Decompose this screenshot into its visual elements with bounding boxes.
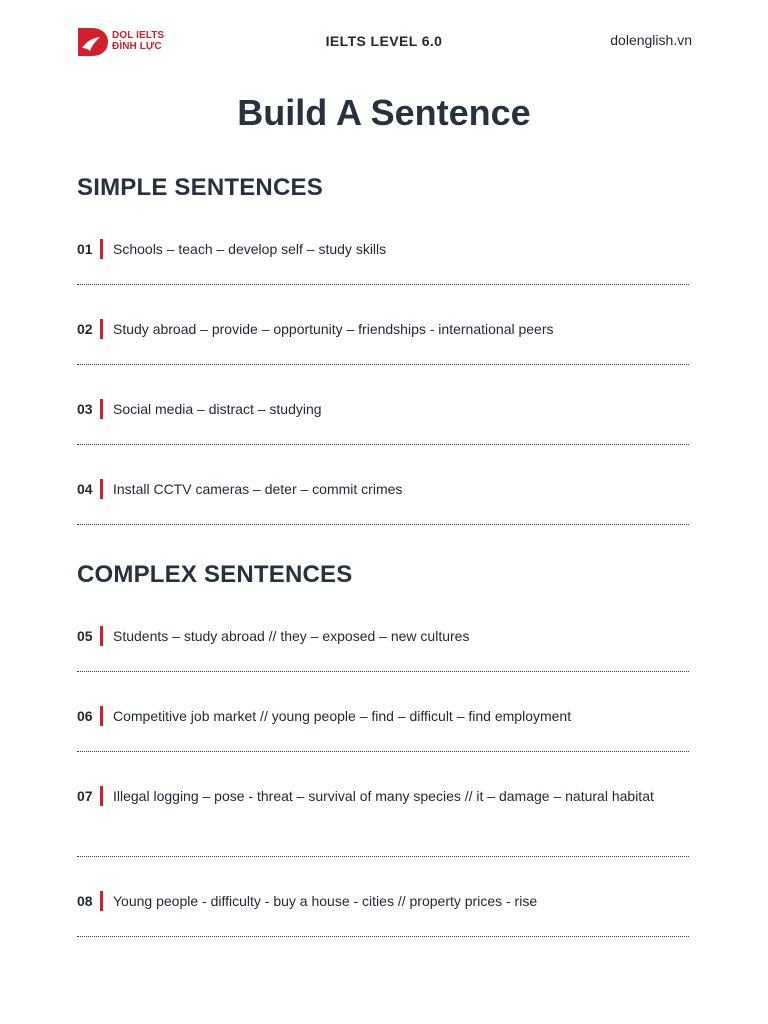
item-number: 03: [77, 401, 93, 417]
item-prompt: Schools – teach – develop self – study skills: [113, 241, 387, 257]
item-number: 05: [77, 628, 93, 644]
exercise-item: [77, 704, 689, 728]
item-number: 06: [77, 708, 93, 724]
item-number: 01: [77, 241, 93, 257]
accent-bar: [100, 479, 103, 499]
logo-line-2: ĐÌNH LỰC: [112, 41, 162, 52]
page-header: [0, 0, 768, 80]
item-prompt: Social media – distract – studying: [113, 401, 322, 417]
item-prompt: Study abroad – provide – opportunity – friendships - international peers: [113, 321, 554, 337]
answer-line[interactable]: [77, 936, 689, 937]
answer-line[interactable]: [77, 751, 689, 752]
item-number: 02: [77, 321, 93, 337]
answer-line[interactable]: [77, 524, 689, 525]
accent-bar: [100, 786, 103, 806]
accent-bar: [100, 399, 103, 419]
accent-bar: [100, 706, 103, 726]
answer-line[interactable]: [77, 364, 689, 365]
item-prompt: Young people - difficulty - buy a house - cities // property prices - rise: [113, 893, 538, 909]
section-heading-complex: COMPLEX SENTENCES: [77, 561, 353, 588]
item-prompt: Illegal logging – pose - threat – survival of many species // it – damage – natural habitat: [113, 788, 654, 804]
exercise-item: [77, 624, 689, 648]
answer-line[interactable]: [77, 671, 689, 672]
site-url: dolenglish.vn: [610, 32, 692, 48]
exercise-item: [77, 237, 689, 261]
item-prompt: Students – study abroad // they – exposed – new cultures: [113, 628, 470, 644]
item-number: 07: [77, 788, 93, 804]
accent-bar: [100, 891, 103, 911]
answer-line[interactable]: [77, 444, 689, 445]
answer-line[interactable]: [77, 856, 689, 857]
accent-bar: [100, 319, 103, 339]
logo-line-1: DOL IELTS: [112, 30, 165, 41]
exercise-item: [77, 889, 689, 913]
item-prompt: Install CCTV cameras – deter – commit crimes: [113, 481, 403, 497]
accent-bar: [100, 239, 103, 259]
accent-bar: [100, 626, 103, 646]
level-label: IELTS LEVEL 6.0: [325, 33, 443, 49]
answer-line[interactable]: [77, 284, 689, 285]
exercise-item: [77, 397, 689, 421]
item-prompt: Competitive job market // young people – find – difficult – find employment: [113, 708, 572, 724]
exercise-item: [77, 784, 689, 808]
section-heading-simple: SIMPLE SENTENCES: [77, 174, 323, 201]
item-number: 04: [77, 481, 93, 497]
exercise-item: [77, 477, 689, 501]
exercise-item: [77, 317, 689, 341]
item-number: 08: [77, 893, 93, 909]
page-title: Build A Sentence: [237, 92, 531, 133]
